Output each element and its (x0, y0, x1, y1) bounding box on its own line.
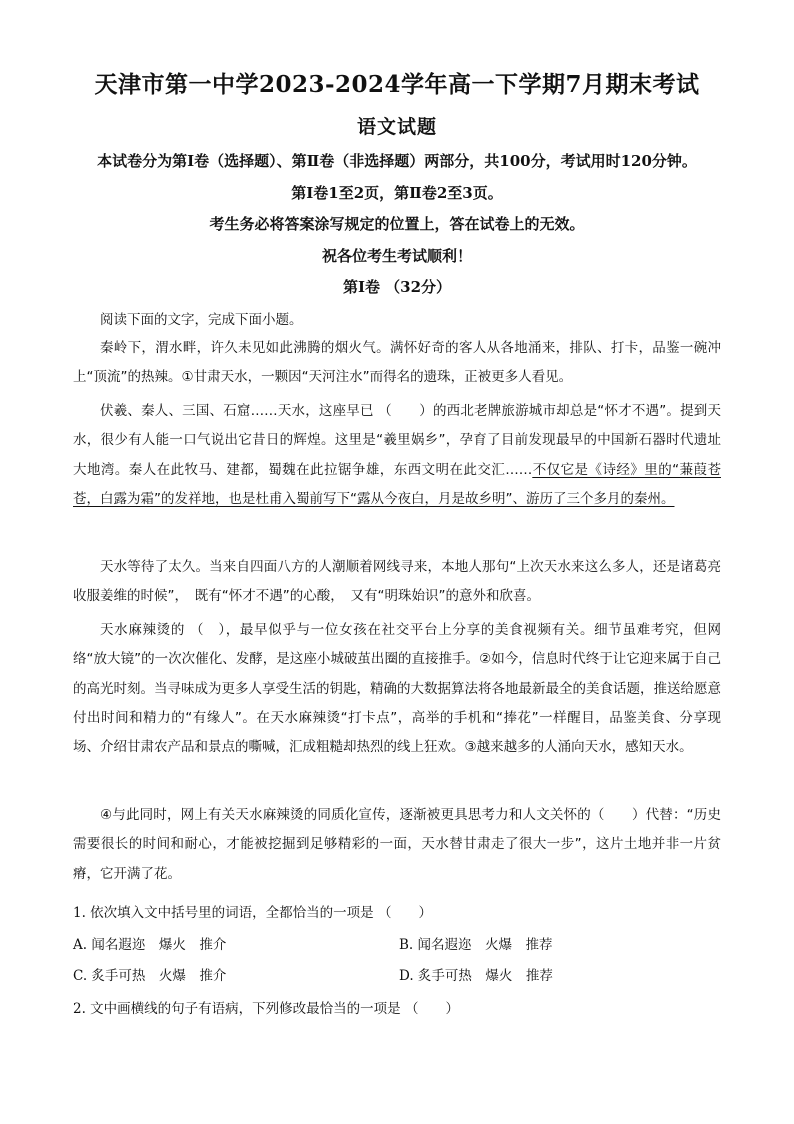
passage-instruction: 阅读下面的文字，完成下面小题。 (100, 312, 303, 328)
passage-paragraph-4: 天水麻辣烫的 （ ），最早似乎与一位女孩在社交平台上分享的美食视频有关。细节虽难考究，但网络“放大镜”的一次次催化、发酵，是这座小城破茧出圈的直接推手。②如今，信息时代终于让它迎来属于自己的高光时刻。当寻味成为更多人享受生活的钥匙，精确的大数据算法将各地最新最全的美食话题，推送给愿意付出时间和精力的“有缘人”。在天水麻辣烫“打卡点”，高举的手机和“捧花”一样醒目，品鉴美食、分享现场、介绍甘肃农产品和景点的嘶喊，汇成粗糙却热烈的线上狂欢。③越来越多的人涌向天水，感知天水。 (73, 622, 721, 756)
paragraph-2-text: 伏羲、秦人、三国、石窟……天水，这座早已 （ ）的西北老牌旅游城市却总是“怀才不遇”。提到天水，很少有人能一口气说出它昔日的辉煌。这里是“羲里娲乡”，孕育了目前发现最早的中国新石器时代遗址大地湾。秦人在此牧马、建都，蜀魏在此拉锯争雄，东西文明在此交汇…… (73, 403, 721, 478)
question-1-option-b: B. 闻名遐迩 火爆 推荐 (399, 937, 553, 953)
question-2: 2. 文中画横线的句子有语病，下列修改最恰当的一项是 （ ） (73, 1001, 459, 1017)
exam-notice-wish: 祝各位考生考试顺利！ (321, 247, 472, 265)
passage-paragraph-1: 秦岭下，渭水畔，许久未见如此沸腾的烟火气。满怀好奇的客人从各地涌来，排队、打卡，品鉴一碗冲上“顶流”的热辣。①甘肃天水，一颗因“天河注水”而得名的遗珠，正被更多人看见。 (73, 340, 721, 386)
exam-notice-answer: 考生务必将答案涂写规定的位置上，答在试卷上的无效。 (209, 215, 585, 233)
exam-title: 天津市第一中学2023-2024学年高一下学期7月期末考试 (94, 71, 700, 98)
passage-paragraph-3: 天水等待了太久。当来自四面八方的人潮顺着网线寻来，本地人那句“上次天水来这么多人，还是诸葛亮收服姜维的时候”， 既有“怀才不遇”的心酸， 又有“明珠始识”的意外和欣喜。 (73, 559, 721, 605)
underlined-sentence: 不仅它是《诗经》里的“蒹葭苍苍，白露为霜”的发祥地，也是杜甫入蜀前写下“露从今夜白，月是故乡明”、游历了三个多月的秦州。 (73, 461, 721, 507)
question-1: 1. 依次填入文中括号里的词语，全都恰当的一项是 （ ） (73, 905, 432, 921)
passage-paragraph-2 (73, 397, 721, 514)
passage-paragraph-5: ④与此同时，网上有关天水麻辣烫的同质化宣传，逐渐被更具思考力和人文关怀的（ ）代替：“历史需要很长的时间和耐心，才能被挖掘到足够精彩的一面，天水替甘肃走了很大一步”，这片土地并非一片贫瘠，它开满了花。 (73, 807, 721, 882)
question-1-option-c: C. 炙手可热 火爆 推介 (73, 968, 227, 984)
exam-notice-structure: 本试卷分为第Ⅰ卷（选择题）、第Ⅱ卷（非选择题）两部分，共100分，考试用时120分钟。 (97, 152, 697, 170)
exam-notice-pages: 第Ⅰ卷1至2页，第Ⅱ卷2至3页。 (291, 184, 503, 202)
section-heading: 第Ⅰ卷 （32分） (342, 278, 452, 296)
question-1-option-d: D. 炙手可热 爆火 推荐 (399, 968, 553, 984)
exam-subtitle: 语文试题 (356, 116, 437, 138)
question-1-option-a: A. 闻名遐迩 爆火 推介 (73, 937, 227, 953)
